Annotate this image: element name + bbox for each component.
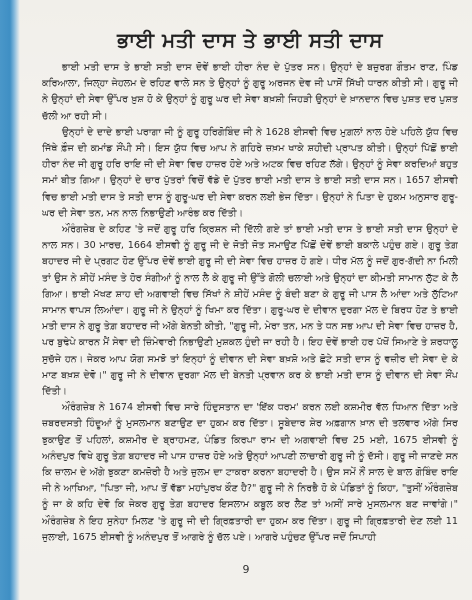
page-title: ਭਾਈ ਮਤੀ ਦਾਸ ਤੇ ਭਾਈ ਸਤੀ ਦਾਸ [117, 28, 383, 52]
paragraph-3: ਔਰੰਗਜ਼ੇਬ ਦੇ ਕਹਿਣ 'ਤੇ ਜਦੋਂ ਗੁਰੂ ਹਰਿ ਕ੍ਰਿਸ਼ਨ ਜੀ ਦਿੱਲੀ ਗਏ ਤਾਂ ਭਾਈ ਮਤੀ ਦਾਸ ਤੇ ਭਾਈ ਸਤੀ ਦਾਸ ਉਨ੍ਹਾਂ ਦੇ ਨਾਲ ਸਨ। 30 ਮਾਰਚ, 1664 ਈਸਵੀ ਨੂੰ ਗੁਰੂ ਜੀ ਦੇ ਜੋਤੀ ਜੋਤ ਸਮਾਉਣ ਪਿੱਛੋਂ ਦੋਵੇਂ ਭਾਈ ਬਕਾਲੇ ਪਹੁੰਚ ਗਏ। ਗੁਰੂ ਤੇਗ਼ ਬਹਾਦਰ ਜੀ ਦੇ ਪ੍ਰਗਟ ਹੋਣ ਉੱਪਰ ਦੋਵੇਂ ਭਾਈ ਗੁਰੂ ਜੀ ਦੀ ਸੇਵਾ ਵਿਚ ਹਾਜ਼ਰ ਹੋ ਗਏ। ਧੀਰ ਮੱਲ ਨੂੰ ਜਦੋਂ ਗੁਰ-ਗੱਦੀ ਨਾ ਮਿਲੀ ਤਾਂ ਉਸ ਨੇ ਸ਼ੀਹੇਂ ਮਸੰਦ ਤੇ ਹੋਰ ਸੰਗੀਆਂ ਨੂੰ ਨਾਲ ਲੈ ਕੇ ਗੁਰੂ ਜੀ ਉੱਤੇ ਗੋਲੀ ਚਲਾਈ ਅਤੇ ਉਨ੍ਹਾਂ ਦਾ ਕੀਮਤੀ ਸਾਮਾਨ ਲੁੱਟ ਕੇ ਲੈ ਗਿਆ। ਭਾਈ ਮੱਖਣ ਸ਼ਾਹ ਦੀ ਅਗਵਾਈ ਵਿਚ ਸਿੱਖਾਂ ਨੇ ਸ਼ੀਹੇਂ ਮਸੰਦ ਨੂੰ ਬੰਦੀ ਬਣਾ ਕੇ ਗੁਰੂ ਜੀ ਪਾਸ ਲੈ ਆਂਦਾ ਅਤੇ ਲੁੱਟਿਆ ਸਾਮਾਨ ਵਾਪਸ ਲਿਆਂਦਾ। ਗੁਰੂ ਜੀ ਨੇ ਉਨ੍ਹਾਂ ਨੂੰ ਖਿਮਾ ਕਰ ਦਿੱਤਾ। ਗੁਰੂ-ਘਰ ਦੇ ਦੀਵਾਨ ਦੁਰਗਾ ਮੱਲ ਦੇ ਬਿਰਧ ਹੋਣ ਤੇ ਭਾਈ ਮਤੀ ਦਾਸ ਨੇ ਗੁਰੂ ਤੇਗ਼ ਬਹਾਦਰ ਜੀ ਅੱਗੇ ਬੇਨਤੀ ਕੀਤੀ, "ਗੁਰੂ ਜੀ, ਮੇਰਾ ਤਨ, ਮਨ ਤੇ ਧਨ ਸਭ ਆਪ ਦੀ ਸੇਵਾ ਵਿਚ ਹਾਜ਼ਰ ਹੈ, ਪਰ ਬੁਢੇਪੇ ਕਾਰਨ ਮੈਂ ਸੇਵਾ ਦੀ ਜ਼ਿੰਮੇਵਾਰੀ ਨਿਭਾਉਣੀ ਮੁਸ਼ਕਲ ਹੁੰਦੀ ਜਾ ਰਹੀ ਹੈ। ਇਹ ਦੋਵੇਂ ਭਾਈ ਹਰ ਪੱਖੋਂ ਸਿਆਣੇ ਤੇ ਸ਼ਰਧਾਲੂ ਸੁਚੱਜੇ ਹਨ। ਜੇਕਰ ਆਪ ਯੋਗ ਸਮਝੋ ਤਾਂ ਇਨ੍ਹਾਂ ਨੂੰ ਦੀਵਾਨ ਦੀ ਸੇਵਾ ਬਖ਼ਸ਼ੋ ਅਤੇ ਛੋਟੇ ਸਤੀ ਦਾਸ ਨੂੰ ਵਜ਼ੀਰ ਦੀ ਸੇਵਾ ਦੇ ਕੇ ਮਾਣ ਬਖ਼ਸ਼ ਦੇਵੋ।" ਗੁਰੂ ਜੀ ਨੇ ਦੀਵਾਨ ਦੁਰਗਾ ਮੱਲ ਦੀ ਬੇਨਤੀ ਪ੍ਰਵਾਨ ਕਰ ਕੇ ਭਾਈ ਮਤੀ ਦਾਸ ਨੂੰ ਦੀਵਾਨ ਦੀ ਸੇਵਾ ਸੌਂਪ ਦਿੱਤੀ। [42, 224, 458, 398]
paragraph-1: ਭਾਈ ਮਤੀ ਦਾਸ ਤੇ ਭਾਈ ਸਤੀ ਦਾਸ ਦੋਵੇਂ ਭਾਈ ਹੀਰਾ ਨੰਦ ਦੇ ਪੁੱਤਰ ਸਨ। ਉਨ੍ਹਾਂ ਦੇ ਬਜ਼ੁਰਗ ਗੌਤਮ ਰਾਣ, ਪਿੰਡ ਕਰਿਆਲਾ, ਜਿਲ੍ਹਾ ਜੇਹਲਮ ਦੇ ਰਹਿਣ ਵਾਲੇ ਸਨ ਤੇ ਉਨ੍ਹਾਂ ਨੂੰ ਗੁਰੂ ਅਰਜਨ ਦੇਵ ਜੀ ਪਾਸੋਂ ਸਿੱਖੀ ਧਾਰਨ ਕੀਤੀ ਸੀ। ਗੁਰੂ ਜੀ ਨੇ ਉਨ੍ਹਾਂ ਦੀ ਸੇਵਾ ਉੱਪਰ ਖ਼ੁਸ਼ ਹੋ ਕੇ ਉਨ੍ਹਾਂ ਨੂੰ ਗੁਰੂ ਘਰ ਦੀ ਸੇਵਾ ਬਖ਼ਸ਼ੀ ਜਿਹੜੀ ਉਨ੍ਹਾਂ ਦੇ ਖ਼ਾਨਦਾਨ ਵਿਚ ਪੁਸ਼ਤ ਦਰ ਪੁਸ਼ਤ ਚੱਲੀ ਆ ਰਹੀ ਸੀ। [42, 62, 458, 122]
page-number: 9 [242, 563, 250, 576]
paragraph-4: ਔਰੰਗਜ਼ੇਬ ਨੇ 1674 ਈਸਵੀ ਵਿਚ ਸਾਰੇ ਹਿੰਦੁਸਤਾਨ ਦਾ 'ਇੱਕ ਧਰਮ' ਕਰਨ ਲਈ ਕਸ਼ਮੀਰ ਵੱਲ ਧਿਆਨ ਦਿੱਤਾ ਅਤੇ ਜ਼ਬਰਦਸਤੀ ਹਿੰਦੂਆਂ ਨੂੰ ਮੁਸਲਮਾਨ ਬਣਾਉਣ ਦਾ ਹੁਕਮ ਕਰ ਦਿੱਤਾ। ਸੂਬੇਦਾਰ ਸ਼ੇਰ ਅਫ਼ਗਾਨ ਖ਼ਾਨ ਦੀ ਤਲਵਾਰ ਅੱਗੇ ਸਿਰ ਝੁਕਾਉਣ ਤੋਂ ਪਹਿਲਾਂ, ਕਸ਼ਮੀਰ ਦੇ ਬ੍ਰਾਹਮਣ, ਪੰਡਿਤ ਕਿਰਪਾ ਰਾਮ ਦੀ ਅਗਵਾਈ ਵਿਚ 25 ਮਈ, 1675 ਈਸਵੀ ਨੂੰ ਅਨੰਦਪੁਰ ਵਿਖੇ ਗੁਰੂ ਤੇਗ਼ ਬਹਾਦਰ ਜੀ ਪਾਸ ਹਾਜ਼ਰ ਹੋਏ ਅਤੇ ਉਨ੍ਹਾਂ ਆਪਣੀ ਲਾਚਾਰੀ ਗੁਰੂ ਜੀ ਨੂੰ ਦੱਸੀ। ਗੁਰੂ ਜੀ ਜਾਣਦੇ ਸਨ ਕਿ ਜ਼ਾਲਮ ਦੇ ਅੱਗੇ ਝੁਕਣਾ ਕਮਜ਼ੋਰੀ ਹੈ ਅਤੇ ਜ਼ੁਲਮ ਦਾ ਟਾਕਰਾ ਕਰਨਾ ਬਹਾਦਰੀ ਹੈ। ਉਸ ਸਮੇਂ ਨੌਂ ਸਾਲ ਦੇ ਬਾਲ ਗੋਬਿੰਦ ਰਾਇ ਜੀ ਨੇ ਆਖਿਆ, "ਪਿਤਾ ਜੀ, ਆਪ ਤੋਂ ਵੱਡਾ ਮਹਾਂਪੁਰਖ ਕੌਣ ਹੈ?" ਗੁਰੂ ਜੀ ਨੇ ਨਿਰਭੈ ਹੋ ਕੇ ਪੰਡਿਤਾਂ ਨੂੰ ਕਿਹਾ, "ਤੁਸੀਂ ਔਰੰਗਜ਼ੇਬ ਨੂੰ ਜਾ ਕੇ ਕਹਿ ਦੇਵੋ ਕਿ ਜੇਕਰ ਗੁਰੂ ਤੇਗ਼ ਬਹਾਦਰ ਇਸਲਾਮ ਕਬੂਲ ਕਰ ਲੈਣ ਤਾਂ ਅਸੀਂ ਸਾਰੇ ਮੁਸਲਮਾਨ ਬਣ ਜਾਵਾਂਗੇ।" ਔਰੰਗਜ਼ੇਬ ਨੇ ਇਹ ਸੁਨੇਹਾ ਮਿਲਣ 'ਤੇ ਗੁਰੂ ਜੀ ਦੀ ਗ੍ਰਿਫ਼ਤਾਰੀ ਦਾ ਹੁਕਮ ਕਰ ਦਿੱਤਾ। ਗੁਰੂ ਜੀ ਗ੍ਰਿਫ਼ਤਾਰੀ ਦੇਣ ਲਈ 11 ਜੁਲਾਈ, 1675 ਈਸਵੀ ਨੂੰ ਅਨੰਦਪੁਰ ਤੋਂ ਆਗਰੇ ਨੂੰ ਚੱਲ ਪਏ। ਆਗਰੇ ਪਹੁੰਚਣ ਉੱਪਰ ਜਦੋਂ ਸਿਪਾਹੀ [42, 402, 458, 543]
paragraph-2: ਉਨ੍ਹਾਂ ਦੇ ਦਾਦੇ ਭਾਈ ਪਰਾਗਾ ਜੀ ਨੂੰ ਗੁਰੂ ਹਰਿਗੋਬਿੰਦ ਜੀ ਨੇ 1628 ਈਸਵੀ ਵਿਚ ਮੁਗ਼ਲਾਂ ਨਾਲ ਹੋਏ ਪਹਿਲੇ ਯੁੱਧ ਵਿਚ ਜਿੱਥੇ ਫ਼ੌਜ ਦੀ ਕਮਾਂਡ ਸੌਂਪੀ ਸੀ। ਇਸ ਯੁੱਧ ਵਿਚ ਆਪ ਨੇ ਗਹਿਰੇ ਜ਼ਖ਼ਮ ਖਾਕੇ ਸ਼ਹੀਦੀ ਪ੍ਰਾਪਤ ਕੀਤੀ। ਉਨ੍ਹਾਂ ਪਿੱਛੋਂ ਭਾਈ ਹੀਰਾ ਨੰਦ ਜੀ ਗੁਰੂ ਹਰਿ ਰਾਇ ਜੀ ਦੀ ਸੇਵਾ ਵਿਚ ਹਾਜ਼ਰ ਹੋਏ ਅਤੇ ਅਟਕ ਵਿਚ ਰਹਿਣ ਲੱਗੇ। ਉਨ੍ਹਾਂ ਨੂੰ ਸੇਵਾ ਕਰਦਿਆਂ ਬਹੁਤ ਸਮਾਂ ਬੀਤ ਗਿਆ। ਉਨ੍ਹਾਂ ਦੇ ਚਾਰ ਪੁੱਤਰਾਂ ਵਿਚੋਂ ਵੱਡੇ ਦੋ ਪੁੱਤਰ ਭਾਈ ਮਤੀ ਦਾਸ ਤੇ ਭਾਈ ਸਤੀ ਦਾਸ ਸਨ। 1657 ਈਸਵੀ ਵਿਚ ਭਾਈ ਮਤੀ ਦਾਸ ਤੇ ਸਤੀ ਦਾਸ ਨੂੰ ਗੁਰੂ-ਘਰ ਦੀ ਸੇਵਾ ਕਰਨ ਲਈ ਭੇਜ ਦਿੱਤਾ। ਉਨ੍ਹਾਂ ਨੇ ਪਿਤਾ ਦੇ ਹੁਕਮ ਅਨੁਸਾਰ ਗੁਰੂ-ਘਰ ਦੀ ਸੇਵਾ ਤਨ, ਮਨ ਨਾਲ ਨਿਭਾਉਣੀ ਆਰੰਭ ਕਰ ਦਿੱਤੀ। [42, 126, 458, 219]
book-page [20, 0, 472, 600]
